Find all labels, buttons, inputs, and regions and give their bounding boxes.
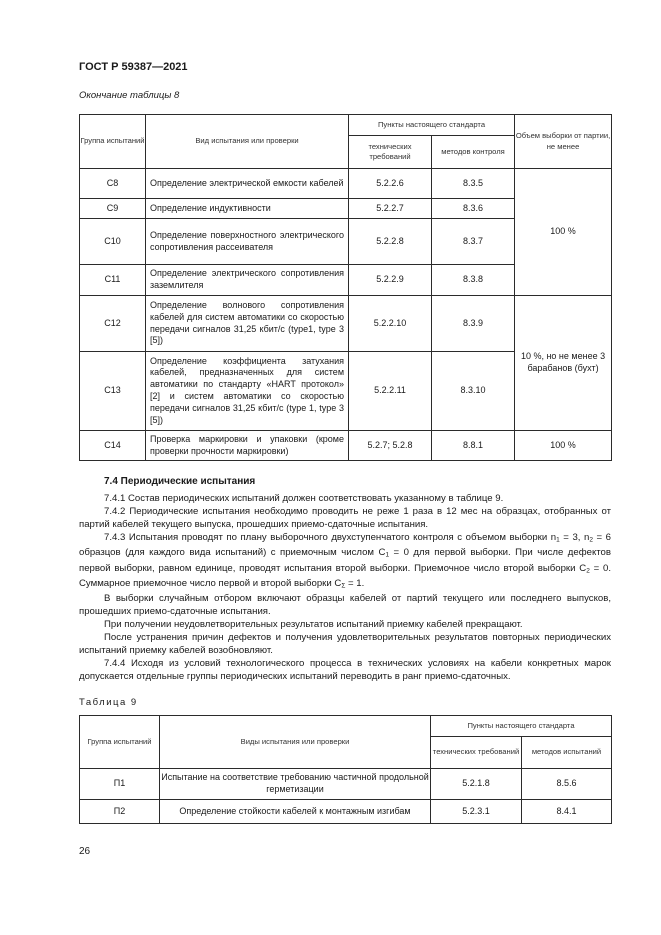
cell-volume: 100 %	[515, 431, 612, 461]
table-header-group: Группа испытаний	[80, 716, 160, 769]
cell-method: 8.5.6	[522, 769, 612, 800]
cell-group: С10	[80, 219, 146, 265]
cell-name: Определение волнового сопротивления кабелей для систем автоматики со скоростью передачи сигналов 31,25 кбит/с (type1, type 3 [5])	[146, 296, 349, 352]
cell-method: 8.3.10	[432, 352, 515, 431]
table-8	[79, 114, 612, 461]
cell-group: С14	[80, 431, 146, 461]
cell-tech: 5.2.2.9	[349, 265, 432, 296]
table-row	[80, 296, 612, 352]
paragraph: 7.4.1 Состав периодических испытаний должен соответствовать указанному в таблице 9.	[104, 493, 504, 504]
paragraph-sampling: 7.4.3 Испытания проводят по плану выборочного двухступенчатого контроля с объемом выборки $n_1 = 3$, $n_2 = 6$ образцов (для каждого вида испытаний) с приемочным числом $C_1 = 0$ для первой выборки. При числе дефектов первой выборки, равном единице, проводят испытания второй выборки. Приемочное число второй выборки $C_2 = 0$. Суммарное приемочное число первой и второй выборки $C_\Sigma = 1$.	[79, 531, 611, 590]
cell-method: 8.3.5	[432, 169, 515, 199]
section-title: 7.4 Периодические испытания	[104, 476, 256, 487]
cell-name: Определение индуктивности	[146, 199, 349, 219]
cell-volume: 100 %	[515, 169, 612, 296]
table-header-tech: технических требований	[349, 136, 432, 169]
table-caption: Окончание таблицы 8	[79, 90, 180, 101]
table-header-volume: Объем выборки от партии, не менее	[515, 115, 612, 169]
cell-method: 8.3.6	[432, 199, 515, 219]
paragraph: 7.4.4 Исходя из условий технологического процесса в технических условиях на кабели конкретных марок допускается отдельные группы периодических испытаний переводить в ранг приемо-сдаточных.	[79, 657, 611, 682]
cell-method: 8.3.9	[432, 296, 515, 352]
cell-group: С8	[80, 169, 146, 199]
cell-group: П1	[80, 769, 160, 800]
cell-tech: 5.2.2.7	[349, 199, 432, 219]
table-header-methods: методов контроля	[432, 136, 515, 169]
table-header-type: Виды испытания или проверки	[160, 716, 431, 769]
cell-method: 8.4.1	[522, 800, 612, 824]
cell-tech: 5.2.2.10	[349, 296, 432, 352]
cell-group: С12	[80, 296, 146, 352]
paragraph: В выборки случайным отбором включают образцы кабелей от партий текущего или последнего выпусков, прошедших приемо-сдаточные испытания.	[79, 593, 611, 618]
cell-method: 8.8.1	[432, 431, 515, 461]
cell-method: 8.3.7	[432, 219, 515, 265]
cell-volume: 10 %, но не менее 3 барабанов (бухт)	[515, 296, 612, 431]
paragraph: При получении неудовлетворительных результатов испытаний приемку кабелей прекращают.	[104, 619, 523, 631]
cell-name: Определение электрического сопротивления заземлителя	[146, 265, 349, 296]
cell-name: Проверка маркировки и упаковки (кроме проверки прочности маркировки)	[146, 431, 349, 461]
table-row	[80, 769, 612, 800]
table-row	[80, 169, 612, 199]
table-row	[80, 431, 612, 461]
cell-tech: 5.2.1.8	[431, 769, 522, 800]
page-number: 26	[79, 846, 91, 857]
cell-tech: 5.2.2.8	[349, 219, 432, 265]
paragraph: 7.4.2 Периодические испытания необходимо проводить не реже 1 раза в 12 мес на образцах, отобранных от партий кабелей текущего выпуска, прошедших приемо-сдаточные испытания.	[79, 505, 611, 530]
cell-name: Определение электрической емкости кабелей	[146, 169, 349, 199]
cell-tech: 5.2.2.6	[349, 169, 432, 199]
cell-group: П2	[80, 800, 160, 824]
cell-name: Испытание на соответствие требованию частичной продольной герметизации	[160, 769, 431, 800]
cell-group: С11	[80, 265, 146, 296]
table-header-group: Группа испытаний	[80, 115, 146, 169]
table-9	[79, 715, 612, 824]
cell-tech: 5.2.3.1	[431, 800, 522, 824]
table-row	[80, 800, 612, 824]
cell-tech: 5.2.2.11	[349, 352, 432, 431]
cell-group: С9	[80, 199, 146, 219]
cell-tech: 5.2.7; 5.2.8	[349, 431, 432, 461]
cell-name: Определение стойкости кабелей к монтажным изгибам	[160, 800, 431, 824]
table-header-points: Пункты настоящего стандарта	[431, 716, 612, 737]
paragraph: После устранения причин дефектов и получения удовлетворительных результатов повторных периодических испытаний приемку кабелей возобновляют.	[79, 632, 611, 656]
document-header: ГОСТ Р 59387—2021	[79, 61, 188, 73]
cell-name: Определение коэффициента затухания кабелей, предназначенных для систем автоматики по стандарту «HART протокол» [2] и систем автоматики со скоростью передачи сигналов 31,25 кбит/с (type 1, type 3 [5])	[146, 352, 349, 431]
table-header-points: Пункты настоящего стандарта	[349, 115, 515, 136]
table-header-methods: методов испытаний	[522, 737, 612, 769]
table-header-type: Вид испытания или проверки	[146, 115, 349, 169]
cell-method: 8.3.8	[432, 265, 515, 296]
cell-name: Определение поверхностного электрического сопротивления рассеивателя	[146, 219, 349, 265]
cell-group: С13	[80, 352, 146, 431]
section-body	[79, 493, 611, 684]
table-9-caption: Таблица 9	[79, 697, 138, 708]
table-header-tech: технических требований	[431, 737, 522, 769]
